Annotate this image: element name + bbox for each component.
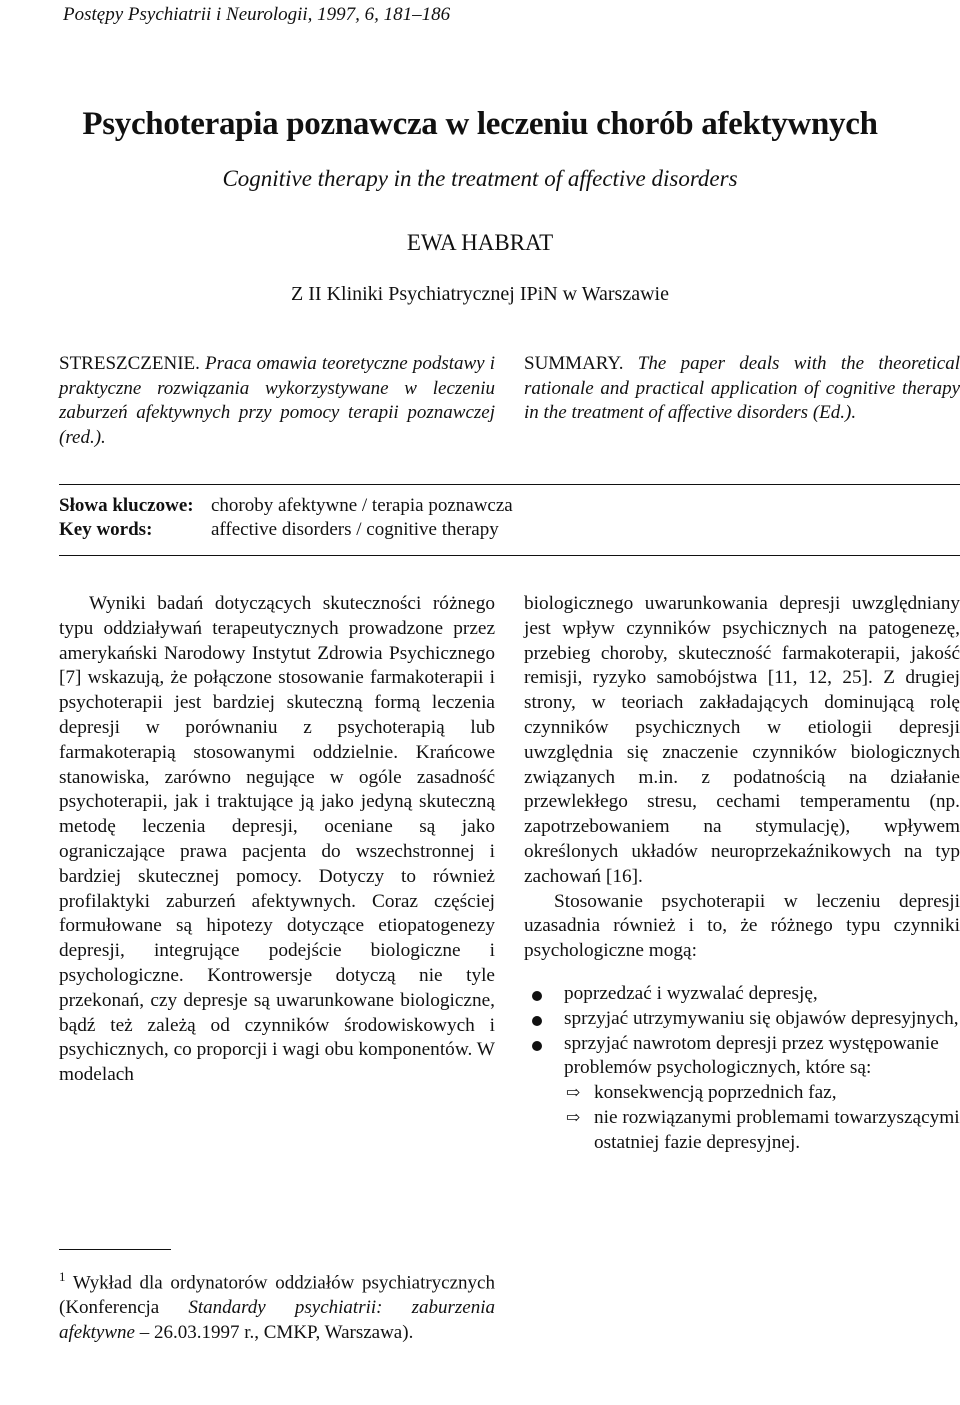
abstract-english: [524, 352, 960, 426]
list-item-text: sprzyjać utrzymywaniu się objawów depresyjnych,: [564, 1007, 959, 1029]
keywords-english-value: affective disorders / cognitive therapy: [211, 519, 499, 540]
list-item: [524, 982, 960, 1007]
author-name: EWA HABRAT: [406, 230, 554, 255]
arrow-right-icon: ⇨: [566, 1083, 581, 1103]
keywords-row-english: [59, 518, 513, 542]
abstract-english-label: SUMMARY.: [524, 353, 624, 374]
body-paragraph: Wyniki badań dotyczących skuteczności różnego typu oddziaływań terapeutycznych prowadzone przez amerykański Narodowy Instytut Zdrowia Psychicznego [7] wskazują, że połączone stosowanie farmakoterapii i psychoterapii jest bardziej skuteczną formą leczenia depresji w porównaniu z psychoterapią lub farmakoterapią stosowanymi oddzielnie. Krańcowe stanowiska, zarówno negujące w ogóle zasadność psychoterapii, jak i traktujące ją jako jedyną skuteczną metodę leczenia depresji, oceniane są jako ograniczające prawa pacjenta do wszechstronnej i bardziej skutecznej pomocy. Dotyczy to również profilaktyki zaburzeń afektywnych. Coraz częściej formułowane są hipotezy dotyczące etiopatogenezy depresji, integrujące podejście biologiczne i psychologiczne. Kontrowersje dotyczą nie tyle przekonań, czy depresje są uwarunkowane biologiczne, bądź też zależą od czynników środowiskowych i psychicznych, co proporcji i wagi obu komponentów. W modelach: [59, 593, 495, 1086]
list-item: [524, 1032, 960, 1156]
keywords-bottom-rule: [59, 555, 960, 556]
bullet-icon: [532, 991, 542, 1001]
footnote: [59, 1264, 495, 1345]
list-item-text: sprzyjać nawrotom depresji przez występowanie problemów psychologicznych, które są:: [564, 1032, 939, 1079]
body-column-left: [59, 592, 495, 1088]
footnote-text-end: – 26.03.1997 r., CMKP, Warszawa).: [139, 1322, 414, 1344]
body-paragraph: biologicznego uwarunkowania depresji uwzględniany jest wpływ czynników psychicznych na patogenezę, przebieg choroby, skuteczność farmakoterapii, jakość remisji, ryzyko samobójstwa [11, 12, 25]. Z drugiej strony, w teoriach zakładających dominującą rolę czynników psychicznych w etiologii depresji uwzględnia się znaczenie czynników biologicznych związanych m.in. z podatnością na działanie przewlekłego stresu, cechami temperamentu (np. zapotrzebowaniem na stymulację), wpływem określonych układów neuroprzekaźnikowych na typ zachowań [16].: [524, 593, 960, 887]
keywords-row-polish: [59, 494, 513, 518]
sub-list: [564, 1081, 960, 1155]
keywords-polish-value: choroby afektywne / terapia poznawcza: [211, 495, 513, 516]
keywords-top-rule: [59, 484, 960, 485]
journal-header: Postępy Psychiatrii i Neurologii, 1997, 6, 181–186: [63, 4, 451, 25]
article-title: Psychoterapia poznawcza w leczeniu chorób afektywnych: [82, 106, 878, 142]
abstract-polish-label: STRESZCZENIE.: [59, 353, 200, 374]
arrow-right-icon: ⇨: [566, 1107, 581, 1127]
keywords-english-label: Key words:: [59, 519, 153, 540]
factor-list: [524, 982, 960, 1156]
footnote-marker: 1: [59, 1269, 66, 1284]
bullet-icon: [532, 1041, 542, 1051]
footnote-rule: [59, 1249, 171, 1250]
sub-list-item: [564, 1081, 960, 1106]
body-column-right: [524, 592, 960, 1156]
body-paragraph: Stosowanie psychoterapii w leczeniu depresji uzasadnia również i to, że różnego typu czynniki psychologiczne mogą:: [524, 890, 960, 962]
abstract-polish: [59, 352, 495, 450]
abstract-english-text: The paper deals with the theoretical rationale and practical application of cognitive therapy in the treatment of affective disorders (Ed.).: [524, 353, 960, 423]
list-item: [524, 1007, 960, 1032]
article-subtitle: Cognitive therapy in the treatment of affective disorders: [222, 166, 738, 191]
abstract-polish-text: Praca omawia teoretyczne podstawy i praktyczne rozwiązania wykorzystywane w leczeniu zaburzeń afektywnych przy pomocy terapii poznawczej (red.).: [59, 353, 495, 448]
author-affiliation: Z II Kliniki Psychiatrycznej IPiN w Warszawie: [291, 283, 669, 305]
sub-list-item-text: nie rozwiązanymi problemami towarzyszącymi ostatniej fazie depresyjnej.: [594, 1106, 960, 1153]
sub-list-item: [564, 1106, 960, 1156]
footnote-text: Wykład dla ordynatorów oddziałów psychiatrycznych (Konferencja: [59, 1272, 495, 1319]
footnote-italic-text: Standardy psychiatrii: zaburzenia afektywne: [59, 1297, 495, 1344]
keywords-block: [59, 494, 513, 542]
sub-list-item-text: konsekwencją poprzednich faz,: [594, 1082, 837, 1104]
keywords-polish-label: Słowa kluczowe:: [59, 495, 194, 516]
bullet-icon: [532, 1016, 542, 1026]
list-item-text: poprzedzać i wyzwalać depresję,: [564, 982, 818, 1004]
